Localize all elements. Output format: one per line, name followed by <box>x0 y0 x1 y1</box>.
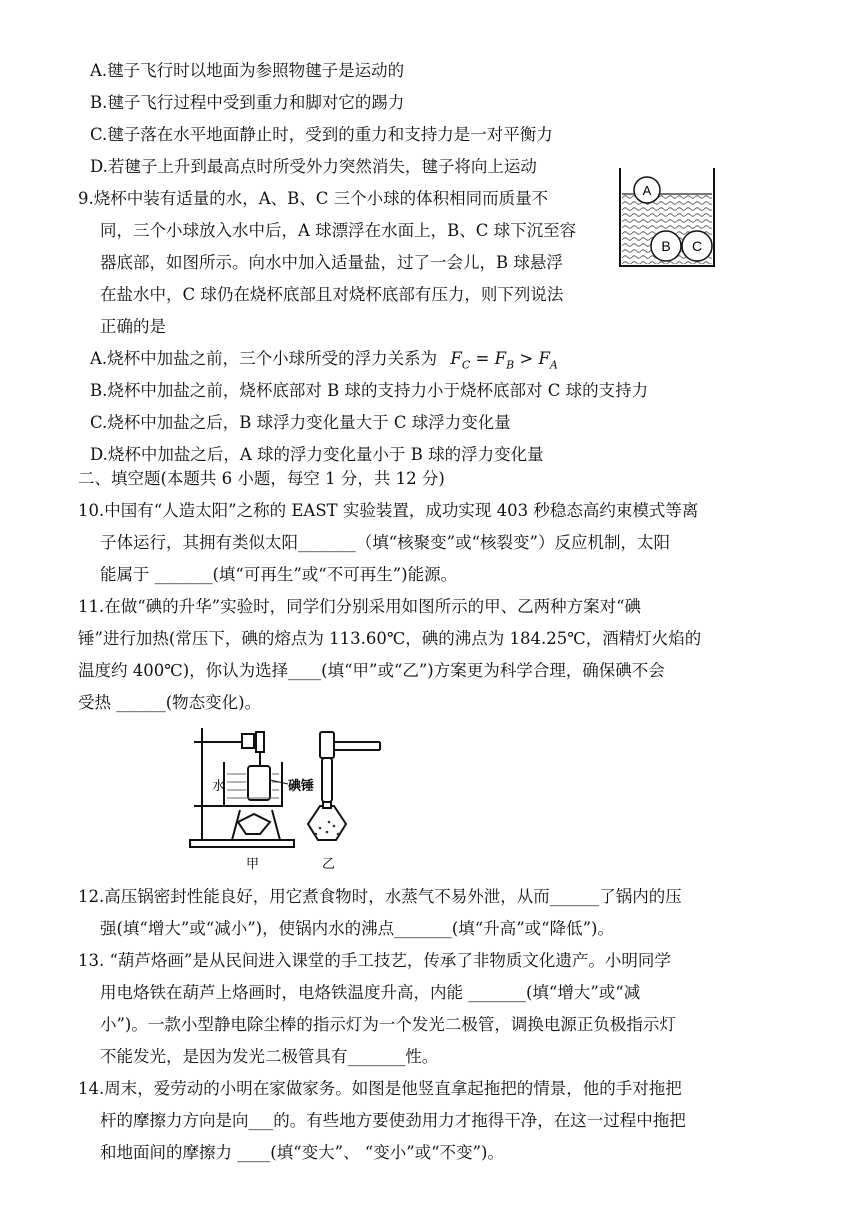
q12-line-1: 12.高压锅密封性能良好，用它煮食物时，水蒸气不易外泄，从而______了锅内的压 <box>78 887 682 906</box>
iodine-experiment-figure <box>180 722 390 878</box>
beaker-balls-figure <box>614 164 720 270</box>
q10-line-2: 子体运行，其拥有类似太阳_______（填“核聚变”或“核裂变”）反应机制，太阳 <box>100 533 670 552</box>
q11-line-3: 温度约 400℃)，你认为选择____(填“甲”或“乙”)方案更为科学合理，确保碘不会 <box>78 661 665 680</box>
q13-line-4: 不能发光，是因为发光二极管具有_______性。 <box>100 1047 439 1066</box>
ball-a-label: A <box>642 183 652 198</box>
section-2-heading: 二、填空题(本题共 6 小题，每空 1 分，共 12 分) <box>78 469 445 488</box>
q11-line-2: 锤”进行加热(常压下，碘的熔点为 113.60℃，碘的沸点为 184.25℃，酒精灯火焰的 <box>78 629 702 648</box>
q11-line-1: 11.在做“碘的升华”实验时，同学们分别采用如图所示的甲、乙两种方案对“碘 <box>78 597 642 616</box>
q9-stem-line-4: 在盐水中，C 球仍在烧杯底部且对烧杯底部有压力，则下列说法 <box>100 285 564 304</box>
q12-line-2: 强(填“增大”或“减小”)，使锅内水的沸点_______(填“升高”或“降低”)。 <box>100 919 614 938</box>
scheme-yi-label: 乙 <box>322 857 336 872</box>
q9-stem-line-1: 9.烧杯中装有适量的水，A、B、C 三个小球的体积相同而质量不 <box>78 189 549 208</box>
q9-option-b: B.烧杯中加盐之前，烧杯底部对 B 球的支持力小于烧杯底部对 C 球的支持力 <box>90 381 649 400</box>
q14-line-2: 杆的摩擦力方向是向___的。有些地方要使劲用力才拖得干净，在这一过程中拖把 <box>100 1111 686 1130</box>
q9-option-d: D.烧杯中加盐之后，A 球的浮力变化量小于 B 球的浮力变化量 <box>90 445 544 464</box>
q9-stem-line-5: 正确的是 <box>100 317 166 336</box>
q13-line-3: 小”)。一款小型静电除尘棒的指示灯为一个发光二极管，调换电源正负极指示灯 <box>100 1015 676 1034</box>
q13-line-1: 13. “葫芦烙画”是从民间进入课堂的手工技艺，传承了非物质文化遗产。小明同学 <box>78 951 671 970</box>
q10-line-3: 能属于 _______(填“可再生”或“不可再生”)能源。 <box>100 565 458 584</box>
q8-option-b: B.毽子飞行过程中受到重力和脚对它的踢力 <box>90 93 405 112</box>
q14-line-1: 14.周末，爱劳动的小明在家做家务。如图是他竖直拿起拖把的情景，他的手对拖把 <box>78 1079 682 1098</box>
q9-option-a-formula: $F_C = F_B > F_A$ <box>450 349 558 372</box>
q11-line-4: 受热 ______(物态变化)。 <box>78 693 262 712</box>
q13-line-2: 用电烙铁在葫芦上烙画时，电烙铁温度升高，内能 _______(填“增大”或“减 <box>100 983 641 1002</box>
q9-option-a-text: A.烧杯中加盐之前，三个小球所受的浮力关系为 <box>90 349 438 368</box>
q9-option-a <box>90 348 558 376</box>
scheme-jia-label: 甲 <box>246 857 260 872</box>
q9-option-c: C.烧杯中加盐之后，B 球浮力变化量大于 C 球浮力变化量 <box>90 413 511 432</box>
ball-b-label: B <box>661 238 671 254</box>
ball-c-label: C <box>691 238 703 254</box>
water-label: 水 <box>212 779 226 794</box>
q8-option-a: A.毽子飞行时以地面为参照物毽子是运动的 <box>90 61 405 80</box>
q9-stem-line-3: 器底部，如图所示。向水中加入适量盐，过了一会儿，B 球悬浮 <box>100 253 563 272</box>
q10-line-1: 10.中国有“人造太阳”之称的 EAST 实验装置，成功实现 403 秒稳态高约束模式等离 <box>78 501 699 520</box>
q14-line-3: 和地面间的摩擦力 ____(填“变大”、 “变小”或“不变”)。 <box>100 1143 504 1162</box>
q8-option-d: D.若毽子上升到最高点时所受外力突然消失，毽子将向上运动 <box>90 157 537 176</box>
q8-option-c: C.毽子落在水平地面静止时，受到的重力和支持力是一对平衡力 <box>90 125 553 144</box>
iodine-tube-label: 碘锤 <box>288 779 315 794</box>
q9-stem-line-2: 同，三个小球放入水中后，A 球漂浮在水面上，B、C 球下沉至容 <box>100 221 577 240</box>
